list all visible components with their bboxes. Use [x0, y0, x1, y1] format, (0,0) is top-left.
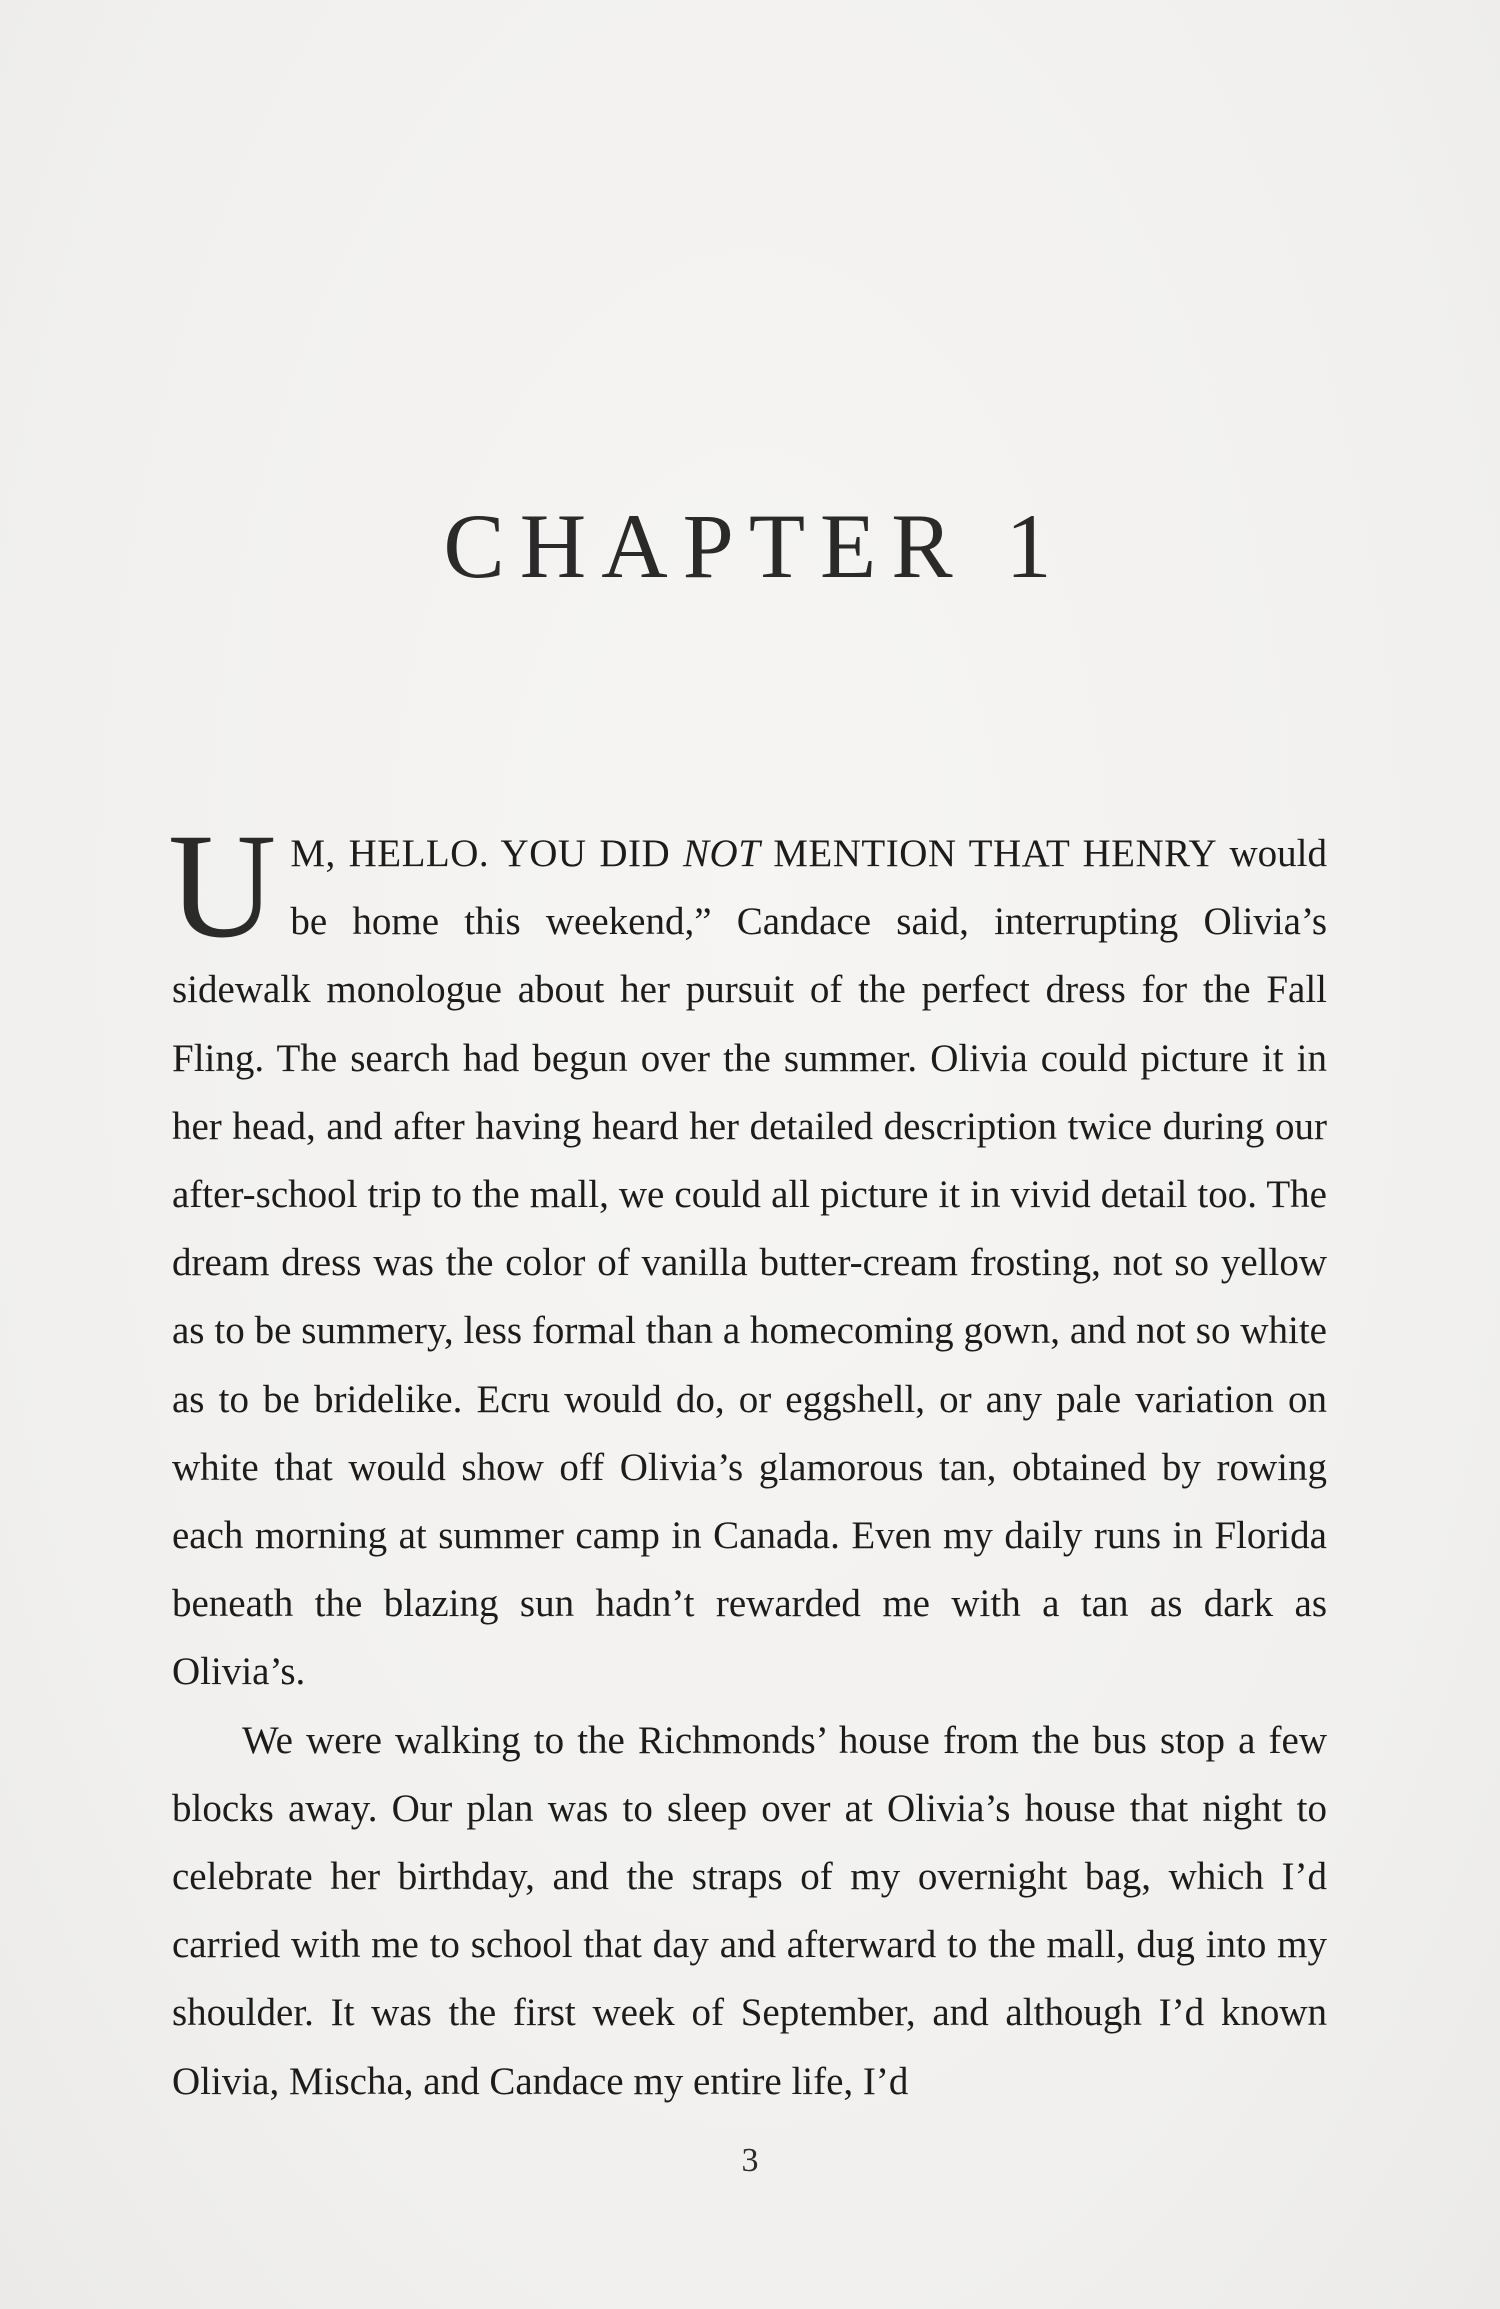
drop-cap: U — [168, 803, 277, 969]
paragraph — [168, 803, 1327, 1707]
paragraph-text: would be home this weekend,” Candace said, interrupting Olivia’s sidewalk monologue about her pursuit of the perfect dress for the Fall Fling. The search had begun over the summer. Olivia could picture it in her head, and after having heard her detailed description twice during our after-school trip to the mall, we could all picture it in vivid detail too. The dream dress was the color of vanilla butter-cream frosting, not so yellow as to be summery, less formal than a homecoming gown, and not so white as to be bridelike. Ecru would do, or eggshell, or any pale variation on white that would show off Olivia’s glamorous tan, obtained by rowing each morning at summer camp in Canada. Even my daily runs in Florida beneath the blazing sun hadn’t rewarded me with a tan as dark as Olivia’s. — [172, 832, 1327, 1694]
opening-caps-start: M, HELLO. YOU DID — [290, 832, 684, 875]
body-text — [168, 803, 1327, 2116]
paragraph: We were walking to the Richmonds’ house from the bus stop a few blocks away. Our plan was to sleep over at Olivia’s house that night to celebrate her birthday, and the straps of my overnight bag, which I’d carried with me to school that day and afterward to the mall, dug into my shoulder. It was the first week of September, and although I’d known Olivia, Mischa, and Candace my entire life, I’d — [172, 1718, 1327, 2103]
emphasis-not: NOT — [683, 832, 761, 875]
opening-caps — [290, 832, 1217, 875]
opening-caps-end: MENTION THAT HENRY — [760, 832, 1218, 875]
page-number: 3 — [741, 2142, 759, 2179]
chapter-title: CHAPTER 1 — [443, 494, 1067, 597]
